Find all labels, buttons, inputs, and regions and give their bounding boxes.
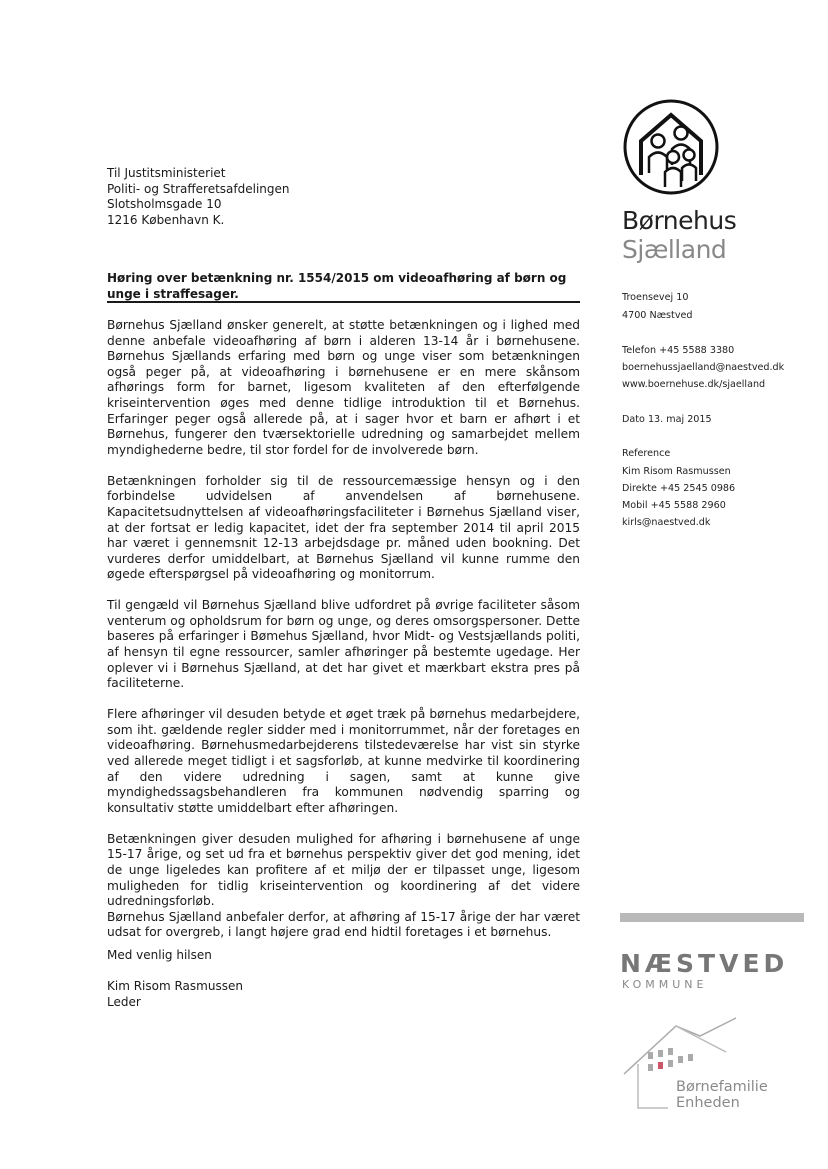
subject-divider — [107, 301, 580, 303]
brand-name-line2: Sjælland — [622, 235, 727, 264]
recipient-line: Til Justitsministeriet — [107, 166, 226, 180]
letter-closing — [107, 948, 243, 1010]
closing-greeting: Med venlig hilsen — [107, 948, 212, 962]
divider-band — [620, 913, 804, 922]
recipient-address — [107, 166, 290, 228]
municipality-name: NÆSTVED — [620, 949, 789, 978]
reference-email: kirls@naestved.dk — [622, 517, 711, 528]
reference-label: Reference — [622, 448, 671, 459]
body-paragraph: Betænkningen giver desuden mulighed for afhøring i børnehusene af unge 15-17 årige, og set ud fra et børnehus perspektiv giver det god mening, idet de unge ligeledes kan profitere af et miljø der er tilpasset unge, ligesom muligheden for tidlig kriseintervention og koordinering af det videre udredningsforløb. — [107, 831, 580, 909]
body-paragraph: Børnehus Sjælland anbefaler derfor, at afhøring af 15-17 årige der har været udsat for overgreb, i langt højere grad end hidtil foretages i et børnehus. — [107, 909, 580, 940]
brand-name-line1: Børnehus — [622, 206, 737, 235]
municipality-sub: KOMMUNE — [622, 978, 708, 991]
body-paragraph: Betænkningen forholder sig til de ressourcemæssige hensyn og i den forbindelse udvidelsen af anvendelsen af børnehusene. Kapacitetsudnyttelsen af videoafhøringsfaciliteter i Børnehus Sjælland viser, at der fortsat er ledig kapacitet, idet der fra september 2014 til april 2015 har været i gennemsnit 12-13 arbejdsdage pr. måned uden bookning. Det vurderes derfor umiddelbart, at Børnehus Sjælland vil kunne rumme den øgede efterspørgsel på videoafhøring og monitorrum. — [107, 473, 580, 582]
unit-name-line1: Børnefamilie — [676, 1079, 768, 1095]
sender-phone: Telefon +45 5588 3380 — [622, 345, 735, 356]
sender-street: Troensevej 10 — [622, 292, 689, 303]
sender-city: 4700 Næstved — [622, 310, 693, 321]
boernehus-logo-icon — [623, 95, 719, 203]
unit-name-line2: Enheden — [676, 1095, 740, 1111]
sender-email: boernehussjaelland@naestved.dk — [622, 362, 785, 373]
letter-body — [107, 318, 580, 941]
body-paragraph: Flere afhøringer vil desuden betyde et øget træk på børnehus medarbejdere, som iht. gældende regler sidder med i monitorrummet, når der foretages en videoafhøring. Børnehusmedarbejderens tilstedeværelse har vist sin styrke ved allerede meget tidligt i et sagsforløb, at kunne medvirke til koordinering af den videre udredning i sagen, samt at kunne give myndighedssagsbehandleren fra kommunen nødvendig sparring og konsultativ støtte umiddelbart efter afhøringen. — [107, 707, 580, 815]
body-paragraph: Børnehus Sjælland ønsker generelt, at støtte betænkningen og i lighed med denne anbefale videoafhøring af børn i alderen 13-14 år i børnehusene. Børnehus Sjællands erfaring med børn og unge viser som betænkningen også peger på, at videoafhøring i børnehusene er en mere skånsom afhørings form for barnet, ligesom kvaliteten af den efterfølgende kriseintervention øges med denne tidlige introduktion til et Børnehus. Erfaringer peger også allerede på, at i sager hvor et barn er afhørt i et Børnehus, fungerer den tværsektorielle udredning og samarbejdet mellem myndighederne bedre, til stor fordel for de involverede børn. — [107, 318, 580, 457]
reference-direct-phone: Direkte +45 2545 0986 — [622, 483, 736, 494]
letter-subject: Høring over betænkning nr. 1554/2015 om videoafhøring af børn og unge i straffesager. — [107, 271, 567, 301]
recipient-line: 1216 København K. — [107, 212, 225, 227]
sender-web: www.boernehuse.dk/sjaelland — [622, 379, 766, 390]
reference-mobile: Mobil +45 5588 2960 — [622, 500, 726, 511]
letter-date: Dato 13. maj 2015 — [622, 414, 712, 425]
signer-name: Kim Risom Rasmussen — [107, 979, 243, 994]
unit-name — [676, 1079, 768, 1111]
body-paragraph: Til gengæld vil Børnehus Sjælland blive udfordret på øvrige faciliteter såsom venterum og opholdsrum for børn og unge, og deres omsorgspersoner. Dette baseres på erfaringer i Bømehus Sjælland, hvor Midt- og Vestsjællands politi, af hensyn til egne ressourcer, samler afhøringer på bestemte ugedage. Her oplever vi i Børnehus Sjælland, at det har givet et mærkbart ekstra pres på faciliteterne. — [107, 598, 580, 691]
signer-title: Leder — [107, 994, 141, 1009]
recipient-line: Politi- og Strafferetsafdelingen — [107, 181, 290, 196]
recipient-line: Slotsholmsgade 10 — [107, 197, 222, 212]
reference-name: Kim Risom Rasmussen — [622, 466, 731, 477]
brand-name — [622, 206, 736, 264]
